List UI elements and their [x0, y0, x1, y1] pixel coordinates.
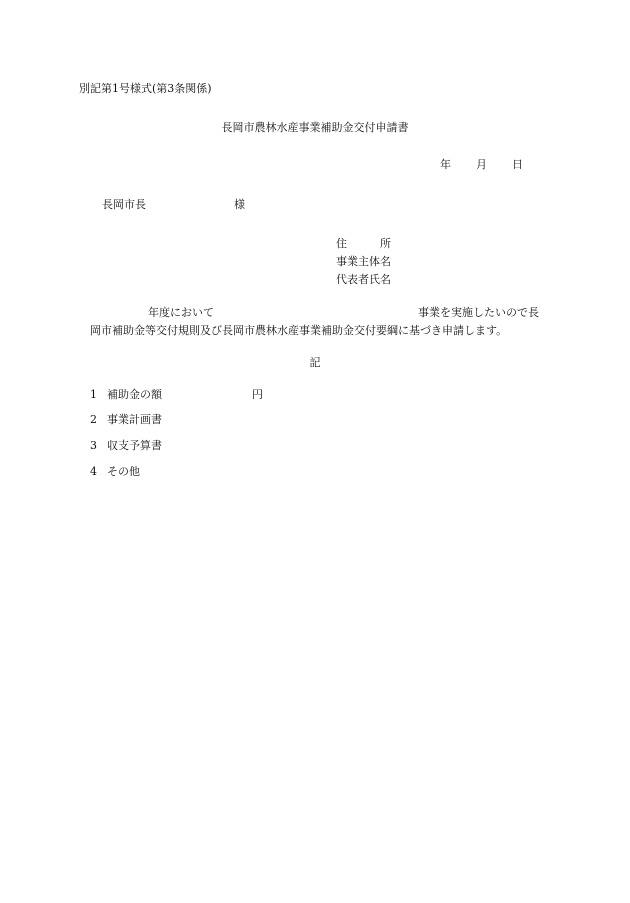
item-label: その他 [107, 465, 140, 478]
item-number: 4 [90, 465, 97, 478]
date-row [440, 158, 523, 172]
body-project-text: 事業を実施したいので長 [418, 306, 539, 319]
item-label: 収支予算書 [107, 439, 162, 452]
document-title: 長岡市農林水産事業補助金交付申請書 [221, 121, 409, 134]
item-number: 1 [90, 388, 97, 401]
form-number: 別記第1号様式(第3条関係) [79, 82, 212, 95]
list-item [90, 388, 263, 402]
date-year-label: 年 [440, 158, 451, 171]
addressee [102, 198, 245, 212]
list-item [90, 465, 140, 479]
address-label-char-1: 住 [336, 237, 347, 250]
date-month-label: 月 [476, 158, 487, 171]
list-item [90, 413, 162, 427]
applicant-representative-label: 代表者氏名 [336, 273, 391, 286]
item-label: 事業計画書 [107, 413, 162, 426]
item-number: 3 [90, 439, 97, 452]
ki-heading: 記 [309, 356, 321, 369]
address-label-char-2: 所 [380, 237, 391, 250]
item-unit: 円 [252, 388, 263, 401]
list-item [90, 439, 162, 453]
body-line-2: 岡市補助金等交付規則及び長岡市農林水産事業補助金交付要綱に基づき申請します。 [90, 324, 508, 337]
body-fiscal-year-text: 年度において [148, 306, 214, 319]
applicant-entity-label: 事業主体名 [336, 255, 391, 268]
item-number: 2 [90, 413, 97, 426]
addressee-name: 長岡市長 [102, 198, 146, 211]
date-day-label: 日 [512, 158, 523, 171]
item-label: 補助金の額 [107, 388, 162, 401]
applicant-address-label [336, 237, 391, 251]
addressee-honorific: 様 [234, 198, 245, 211]
body-line-1 [148, 306, 539, 320]
